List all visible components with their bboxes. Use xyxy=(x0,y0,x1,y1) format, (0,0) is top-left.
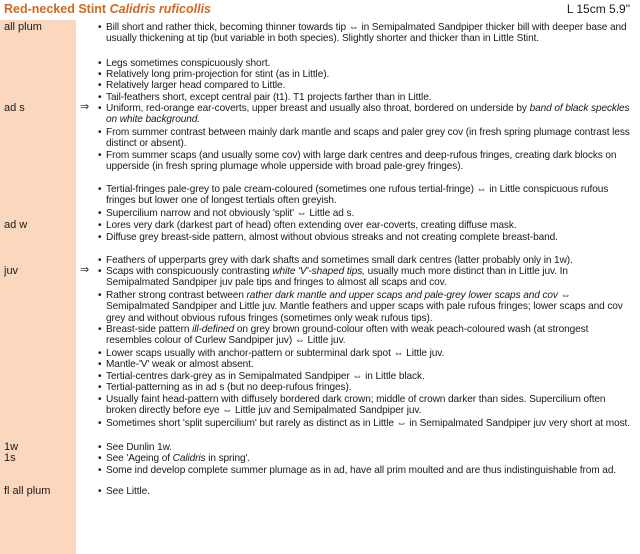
list-item xyxy=(0,208,640,219)
bullet-icon: • xyxy=(98,359,102,370)
section-label: fl all plum xyxy=(4,485,51,497)
bullet-icon: • xyxy=(98,418,102,429)
list-item xyxy=(0,453,640,464)
item-text: From summer scaps (and usually some cov) with large dark centres and deep-rufous fringes, creating dark blocks on upperside (in fresh spring plumage whole upperside with broad pale-grey fringes). xyxy=(106,150,617,173)
section-label: 1s xyxy=(4,452,16,464)
bullet-icon: • xyxy=(98,22,102,33)
bullet-icon: • xyxy=(98,290,102,301)
item-text: Feathers of upperparts grey with dark shafts and sometimes small dark centres (latter probably only in 1w). xyxy=(106,255,573,266)
list-item xyxy=(0,58,640,69)
item-text: Tertial-fringes pale-grey to pale cream-coloured (sometimes one rufous tertial-fringe) ⇔ in Little conspicuous rufous fringes but lower one of longest tertials often greyish. xyxy=(106,184,609,207)
list-item xyxy=(0,220,640,231)
item-text: See Dunlin 1w. xyxy=(106,442,172,453)
bullet-icon: • xyxy=(98,57,102,69)
bullet-icon: • xyxy=(98,324,102,335)
page-header xyxy=(0,0,640,20)
list-item xyxy=(0,80,640,91)
bullet-icon: • xyxy=(98,486,102,497)
length-measurement: L 15cm 5.9" xyxy=(566,2,630,16)
list-item xyxy=(0,324,640,347)
bullet-icon: • xyxy=(98,150,102,161)
bullet-icon: • xyxy=(98,453,102,464)
item-text: Mantle-'V' weak or almost absent. xyxy=(106,359,254,370)
item-text: Relatively larger head compared to Little. xyxy=(106,80,286,91)
item-text: Diffuse grey breast-side pattern, almost without obvious streaks and not creating complete breast-band. xyxy=(106,232,558,243)
item-text: Tertial-centres dark-grey as in Semipalmated Sandpiper ⇔ in Little black. xyxy=(106,371,425,382)
species-title xyxy=(4,2,211,16)
item-text: Uniform, red-orange ear-coverts, upper breast and usually also throat, bordered on underside by band of black speckles on white background. xyxy=(106,103,630,126)
bullet-icon: • xyxy=(98,394,102,405)
list-item xyxy=(0,127,640,150)
list-item xyxy=(0,486,640,497)
bullet-icon: • xyxy=(98,80,102,91)
list-item xyxy=(0,394,640,417)
list-item xyxy=(0,103,640,126)
item-text: Rather strong contrast between rather dark mantle and upper scaps and pale-grey lower scaps and cov ⇔ Semipalmated Sandpiper and Little juv. Mantle feathers and upper scaps with pale rufous fringes; lower scaps and cov grey and without obvious rufous fringes (sometimes only weak rufous tips). xyxy=(106,290,623,324)
bullet-icon: • xyxy=(98,382,102,393)
bullet-icon: • xyxy=(98,220,102,231)
list-item xyxy=(0,232,640,255)
item-text: Legs sometimes conspicuously short. xyxy=(106,57,271,69)
bullet-icon: • xyxy=(98,371,102,382)
list-item xyxy=(0,69,640,80)
bullet-icon: • xyxy=(98,184,102,195)
scientific-name: Calidris ruficollis xyxy=(109,2,212,16)
bullet-icon: • xyxy=(98,92,102,103)
bullet-icon: • xyxy=(98,127,102,138)
item-text: Scaps with conspicuously contrasting white 'V'-shaped tips, usually much more distinct than in Little juv. In Semipalmated Sandpiper juv pale tips and fringes to almost all scaps and cov. xyxy=(106,266,568,289)
item-text: Tertial-patterning as in ad s (but no deep-rufous fringes). xyxy=(106,382,352,393)
section-label: ad s xyxy=(4,102,25,114)
section-label: 1w xyxy=(4,441,19,453)
item-text: From summer contrast between mainly dark mantle and scaps and paler grey cov (in fresh spring plumage contrast less distinct or absent). xyxy=(106,127,630,150)
list-item xyxy=(0,359,640,370)
bullet-icon: • xyxy=(98,255,102,266)
bullet-icon: • xyxy=(98,465,102,476)
section-arrow-icon: ⇒ xyxy=(80,101,90,113)
item-text: Tail-feathers short, except central pair (t1). T1 projects farther than in Little. xyxy=(106,92,432,103)
common-name: Red-necked Stint xyxy=(4,2,107,16)
item-text: Relatively long prim-projection for stint (as in Little). xyxy=(106,69,330,80)
list-item xyxy=(0,382,640,393)
list-item xyxy=(0,348,640,359)
list-item xyxy=(0,184,640,207)
list-item xyxy=(0,442,640,453)
item-text: Lower scaps usually with anchor-pattern or subterminal dark spot ⇔ Little juv. xyxy=(106,348,445,359)
item-text: Lores very dark (darkest part of head) often extending over ear-coverts, creating diffuse mask. xyxy=(106,220,517,231)
list-item xyxy=(0,465,640,488)
bullet-icon: • xyxy=(98,103,102,114)
list-item xyxy=(0,22,640,56)
bullet-icon: • xyxy=(98,232,102,243)
section-label: ad w xyxy=(4,219,28,231)
list-item xyxy=(0,290,640,324)
section-label: juv xyxy=(4,265,19,277)
item-text: Bill short and rather thick, becoming thinner towards tip ⇔ in Semipalmated Sandpiper thicker bill with deeper base and usually thickening at tip (but variable in both species). Slightly shorter and thicker than in Little Stint. xyxy=(106,22,627,45)
list-item xyxy=(0,150,640,184)
bullet-icon: • xyxy=(98,348,102,359)
bullet-icon: • xyxy=(98,208,102,219)
section-arrow-icon: ⇒ xyxy=(80,264,90,276)
item-text: See 'Ageing of Calidris in spring'. xyxy=(106,453,251,464)
list-item xyxy=(0,371,640,382)
bullet-icon: • xyxy=(98,266,102,277)
item-text: Usually faint head-pattern with diffusely bordered dark crown; middle of crown darker than sides. Supercilium often broken directly before eye ⇔ Little juv and Semipalmated Sandpiper juv. xyxy=(106,394,606,417)
list-item xyxy=(0,92,640,103)
item-text: Supercilium narrow and not obviously 'split' ⇔ Little ad s. xyxy=(106,208,355,219)
section-label: all plum xyxy=(4,21,42,33)
item-text: Some ind develop complete summer plumage as in ad, have all prim moulted and are thus indistinguishable from ad. xyxy=(106,465,617,476)
item-text: Sometimes short 'split supercilium' but rarely as distinct as in Little ⇔ in Semipalmated Sandpiper juv very short at most. xyxy=(106,418,630,429)
item-text: See Little. xyxy=(106,486,150,497)
list-item xyxy=(0,266,640,289)
item-text: Breast-side pattern ill-defined on grey brown ground-colour often with weak peach-coloured wash (at strongest resembles colour of Curlew Sandpiper juv) ⇔ Little juv. xyxy=(106,324,589,347)
list-item xyxy=(0,418,640,441)
bullet-icon: • xyxy=(98,69,102,80)
list-item xyxy=(0,255,640,266)
bullet-icon: • xyxy=(98,442,102,453)
